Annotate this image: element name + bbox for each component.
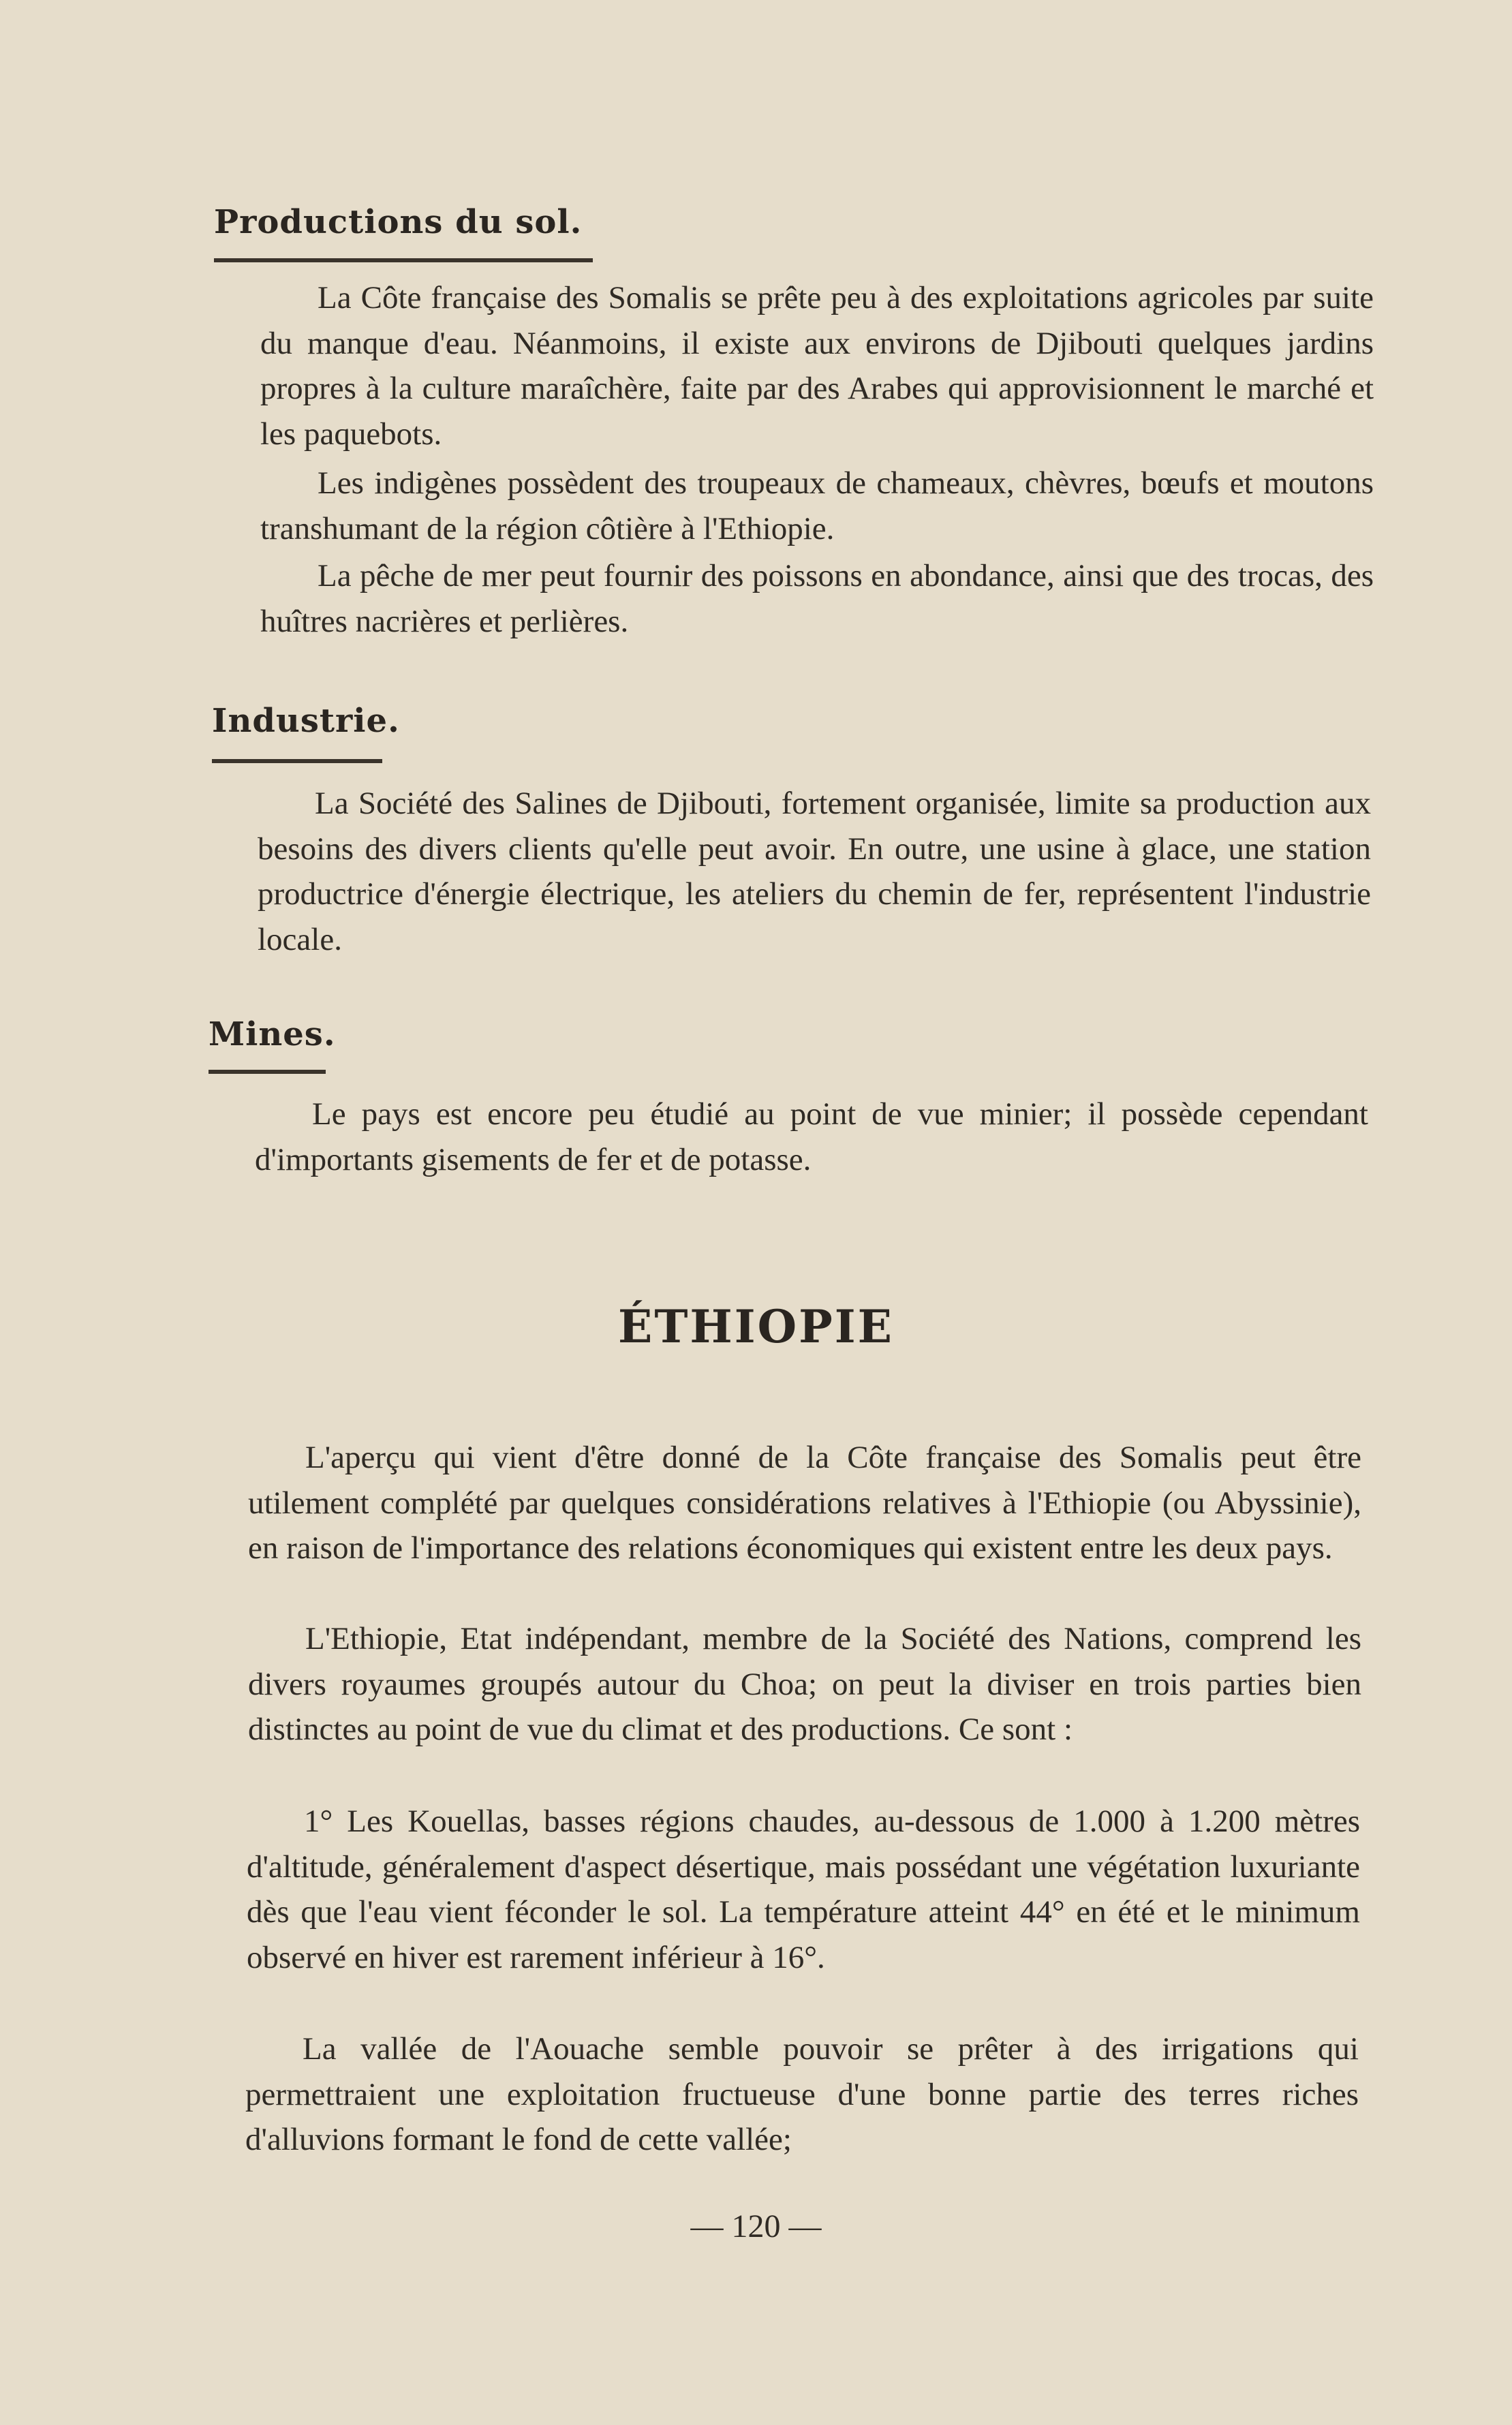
paragraph: 1° Les Kouellas, basses régions chaudes, au-dessous de 1.000 à 1.200 mètres d'altitude, généralement d'aspect désertique, mais possédant une végétation luxuriante dès que l'eau vient féconder le sol. La température atteint 44° en été et le minimum observé en hiver est rarement inférieur à 16°. [247, 1804, 1360, 1975]
paragraph: La vallée de l'Aouache semble pouvoir se prêter à des irrigations qui permettraient une exploitation fructueuse d'une bonne partie des terres riches d'alluvions formant le fond de cette vallée; [245, 2031, 1359, 2157]
paragraph: La pêche de mer peut fournir des poissons en abondance, ainsi que des trocas, des huîtres nacrières et perlières. [260, 558, 1374, 639]
page-number: — 120 — [690, 2208, 822, 2244]
paragraph: La Société des Salines de Djibouti, fortement organisée, limite sa production aux besoins des divers clients qu'elle peut avoir. En outre, une usine à glace, une station productrice d'énergie électrique, les ateliers du chemin de fer, représentent l'industrie locale. [258, 786, 1371, 957]
heading-underline [209, 1070, 326, 1074]
section-heading-industrie: Industrie. [212, 702, 400, 740]
heading-underline [212, 759, 382, 763]
section-heading-mines: Mines. [209, 1015, 336, 1053]
heading-underline [214, 258, 593, 262]
section-heading-productions: Productions du sol. [214, 203, 583, 241]
paragraph: L'aperçu qui vient d'être donné de la Côte française des Somalis peut être utilement complété par quelques considérations relatives à l'Ethiopie (ou Abyssinie), en raison de l'importance des relations économiques qui existent entre les deux pays. [248, 1440, 1361, 1566]
chapter-title: ÉTHIOPIE [618, 1300, 894, 1353]
paragraph: Les indigènes possèdent des troupeaux de chameaux, chèvres, bœufs et moutons transhumant de la région côtière à l'Ethiopie. [260, 465, 1374, 546]
paragraph: La Côte française des Somalis se prête peu à des exploitations agricoles par suite du manque d'eau. Néanmoins, il existe aux environs de Djibouti quelques jardins propres à la culture maraîchère, faite par des Arabes qui approvisionnent le marché et les paquebots. [260, 280, 1374, 452]
paragraph: Le pays est encore peu étudié au point de vue minier; il possède cependant d'importants gisements de fer et de potasse. [255, 1096, 1368, 1177]
paragraph: L'Ethiopie, Etat indépendant, membre de la Société des Nations, comprend les divers royaumes groupés autour du Choa; on peut la diviser en trois parties bien distinctes au point de vue du climat et des productions. Ce sont : [248, 1621, 1361, 1747]
